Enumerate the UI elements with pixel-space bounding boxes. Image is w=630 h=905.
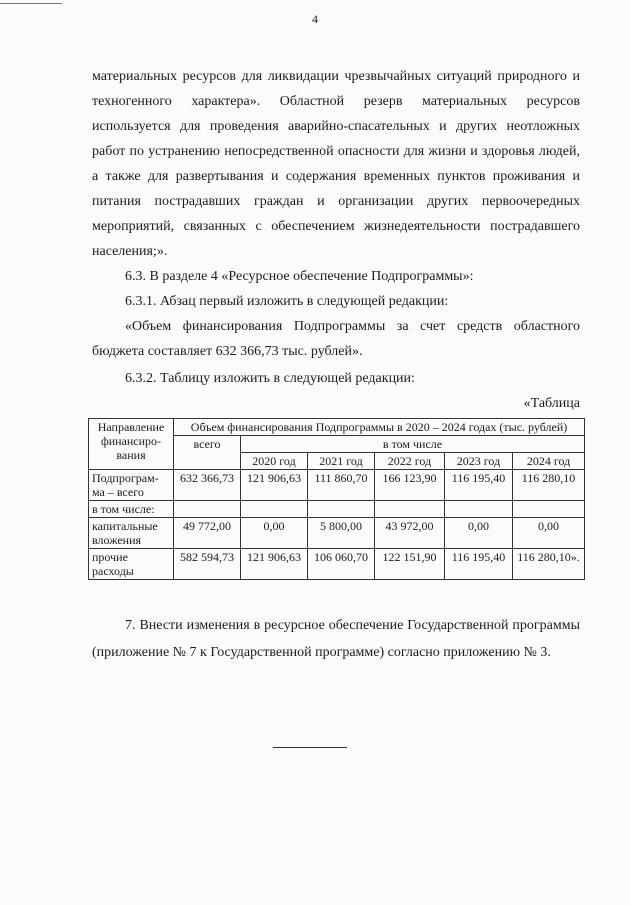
cell-2020: 121 906,63 bbox=[241, 549, 308, 580]
cell-2023: 0,00 bbox=[445, 518, 513, 549]
including-header: в том числе bbox=[241, 436, 585, 453]
cell-2022 bbox=[375, 501, 445, 518]
intro-paragraph: материальных ресурсов для ликвидации чрезвычайных ситуаций природного и техногенного характера». Областной резерв материальных ресурсов используется для проведения аварийно-спасательных и других неотложных работ по устранению непосредственной опасности для жизни и здоровья людей, а также для развертывания и содержания временных пунктов проживания и питания пострадавших граждан и организации других первоочередных мероприятий, связанных с обеспечением жизнедеятельности пострадавшего населения;». bbox=[92, 69, 580, 259]
table-row bbox=[89, 470, 585, 501]
cell-2024: 116 280,10 bbox=[513, 470, 585, 501]
cell-2020: 121 906,63 bbox=[241, 470, 308, 501]
row-label: прочие расходы bbox=[89, 549, 174, 580]
cell-2021: 5 800,00 bbox=[308, 518, 375, 549]
cell-2020 bbox=[241, 501, 308, 518]
cell-2024: 116 280,10». bbox=[513, 549, 585, 580]
row-label: в том числе: bbox=[89, 501, 174, 518]
cell-2021: 106 060,70 bbox=[308, 549, 375, 580]
cell-total: 49 772,00 bbox=[174, 518, 241, 549]
cell-2023 bbox=[445, 501, 513, 518]
cell-2023: 116 195,40 bbox=[445, 549, 513, 580]
cell-2020: 0,00 bbox=[241, 518, 308, 549]
total-header: всего bbox=[174, 436, 241, 470]
cell-2023: 116 195,40 bbox=[445, 470, 513, 501]
cell-2024: 0,00 bbox=[513, 518, 585, 549]
row-label: капитальные вложения bbox=[89, 518, 174, 549]
cell-2022: 122 151,90 bbox=[375, 549, 445, 580]
table-header-row bbox=[89, 419, 585, 436]
year-header: 2024 год bbox=[513, 453, 585, 470]
cell-total bbox=[174, 501, 241, 518]
cell-total: 582 594,73 bbox=[174, 549, 241, 580]
table-row bbox=[89, 549, 585, 580]
section-7 bbox=[92, 612, 580, 666]
year-header: 2021 год bbox=[308, 453, 375, 470]
item-6-3-2: 6.3.2. Таблицу изложить в следующей редакции: bbox=[125, 371, 415, 386]
table-caption: «Таблица bbox=[523, 396, 580, 411]
cell-total: 632 366,73 bbox=[174, 470, 241, 501]
page-number: 4 bbox=[312, 12, 318, 26]
year-header: 2023 год bbox=[445, 453, 513, 470]
financing-table bbox=[88, 418, 585, 580]
item-6-3-1: 6.3.1. Абзац первый изложить в следующей редакции: bbox=[125, 294, 449, 309]
table-row bbox=[89, 501, 585, 518]
cell-2022: 43 972,00 bbox=[375, 518, 445, 549]
cell-2021: 111 860,70 bbox=[308, 470, 375, 501]
year-header: 2020 год bbox=[241, 453, 308, 470]
direction-header: Направление финансиро-вания bbox=[89, 419, 174, 470]
row-label: Подпрограм-ма – всего bbox=[89, 470, 174, 501]
item-6-3: 6.3. В разделе 4 «Ресурсное обеспечение Подпрограммы»: bbox=[125, 269, 474, 284]
closing-rule bbox=[273, 747, 347, 748]
cell-2021 bbox=[308, 501, 375, 518]
volume-header: Объем финансирования Подпрограммы в 2020 – 2024 годах (тыс. рублей) bbox=[174, 419, 585, 436]
top-edge-rule bbox=[0, 3, 62, 4]
financing-table-wrapper bbox=[88, 418, 584, 580]
document-body bbox=[92, 64, 580, 415]
quote-paragraph: «Объем финансирования Подпрограммы за счет средств областного бюджета составляет 632 366,73 тыс. рублей». bbox=[92, 319, 580, 359]
cell-2022: 166 123,90 bbox=[375, 470, 445, 501]
cell-2024 bbox=[513, 501, 585, 518]
table-row bbox=[89, 518, 585, 549]
item-7: 7. Внести изменения в ресурсное обеспечение Государственной программы (приложение № 7 к Государственной программе) согласно приложению № 3. bbox=[92, 618, 580, 660]
year-header: 2022 год bbox=[375, 453, 445, 470]
